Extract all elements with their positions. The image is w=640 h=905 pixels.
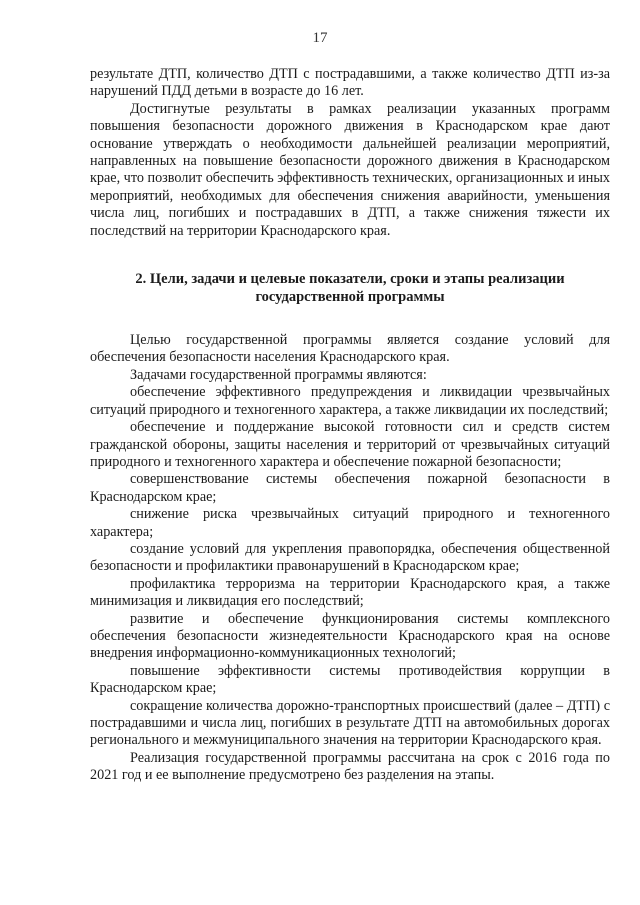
page-number: 17: [312, 30, 328, 46]
tasks-intro: Задачами государственной программы являются:: [130, 366, 427, 383]
intro-paragraph-2: Достигнутые результаты в рамках реализации указанных программ повышения безопасности дорожного движения в Краснодарском крае дают основание утверждать о необходимости дальнейшей реализации мероприятий, направленных на повышение безопасности дорожного движения в Краснодарском крае, что позволит обеспечить эффективность технических, организационных и иных мероприятий, необходимых для обеспечения снижения аварийности, уменьшения числа лиц, погибших и пострадавших в ДТП, а также снижения тяжести их последствий на территории Краснодарского края.: [90, 100, 610, 239]
intro-paragraph-1: результате ДТП, количество ДТП с пострадавшими, а также количество ДТП из-за нарушений ПДД детьми в возрасте до 16 лет.: [90, 66, 610, 100]
task-item-2: обеспечение и поддержание высокой готовности сил и средств систем гражданской обороны, защиты населения и территорий от чрезвычайных ситуаций природного и техногенного характера и обеспечение пожарной безопасности;: [90, 419, 610, 470]
task-item-4: снижение риска чрезвычайных ситуаций природного и техногенного характера;: [90, 506, 610, 540]
task-item-3: совершенствование системы обеспечения пожарной безопасности в Краснодарском крае;: [90, 471, 610, 505]
task-item-8: повышение эффективности системы противодействия коррупции в Краснодарском крае;: [90, 662, 610, 697]
task-item-9: сокращение количества дорожно-транспортных происшествий (далее – ДТП) с пострадавшими и числа лиц, погибших в результате ДТП на автомобильных дорогах регионального и межмуниципального значения на территории Краснодарского края.: [90, 697, 610, 749]
document-body: [90, 66, 610, 785]
closing-paragraph: Реализация государственной программы рассчитана на срок с 2016 года по 2021 год и ее выполнение предусмотрено без разделения на этапы.: [90, 749, 610, 784]
section-heading: 2. Цели, задачи и целевые показатели, сроки и этапы реализации государственной программы: [135, 271, 565, 306]
task-item-7: развитие и обеспечение функционирования системы комплексного обеспечения безопасности жизнедеятельности Краснодарского края на основе внедрения информационно-коммуникационных технологий;: [90, 610, 610, 662]
goal-paragraph: Целью государственной программы является создание условий для обеспечения безопасности населения Краснодарского края.: [90, 332, 610, 366]
task-item-6: профилактика терроризма на территории Краснодарского края, а также минимизация и ликвидация его последствий;: [90, 575, 610, 610]
task-item-1: обеспечение эффективного предупреждения и ликвидации чрезвычайных ситуаций природного и техногенного характера, а также ликвидации их последствий;: [90, 384, 610, 418]
task-item-5: создание условий для укрепления правопорядка, обеспечения общественной безопасности и профилактики правонарушений в Краснодарском крае;: [90, 540, 610, 575]
